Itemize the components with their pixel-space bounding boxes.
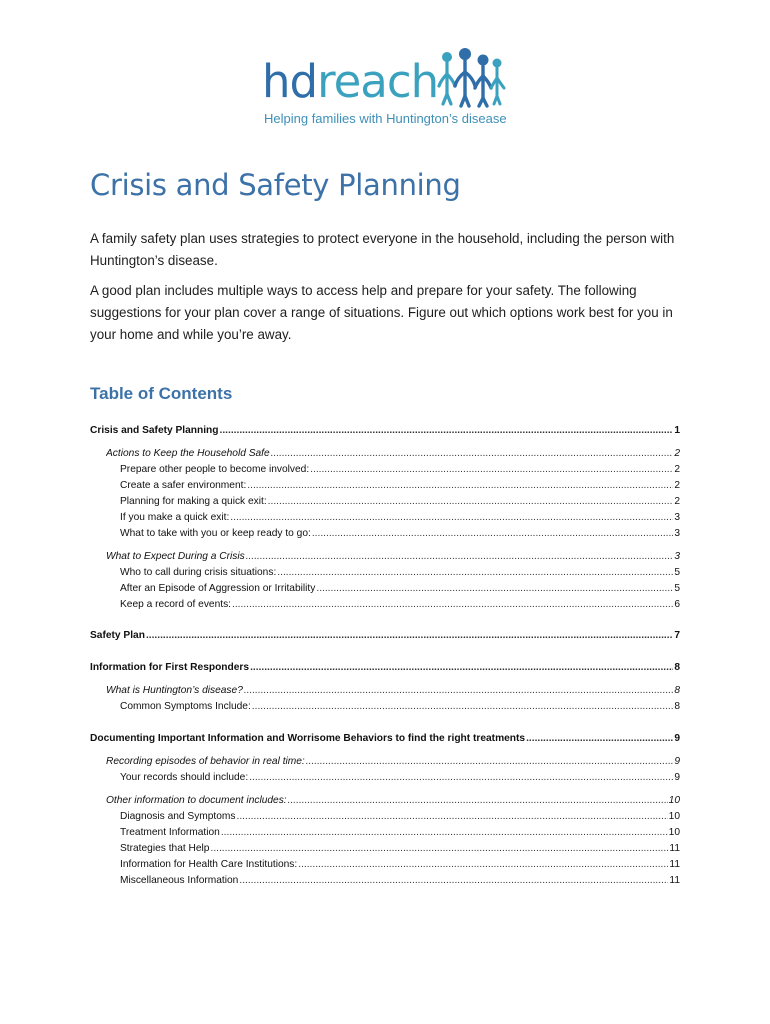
logo-word-hd: hd bbox=[262, 55, 318, 108]
toc-entry-text: Miscellaneous Information bbox=[120, 875, 239, 886]
toc-entry-page: 3 bbox=[674, 528, 680, 539]
toc-leader bbox=[221, 827, 668, 838]
toc-leader bbox=[237, 811, 668, 822]
toc-entry[interactable] bbox=[120, 464, 680, 475]
toc-entry[interactable] bbox=[120, 567, 680, 578]
toc-entry[interactable] bbox=[90, 630, 680, 641]
toc-leader bbox=[526, 733, 673, 744]
toc-leader bbox=[244, 685, 673, 696]
logo-word-reach: reach bbox=[317, 55, 439, 108]
toc-entry-text: Information for Health Care Institutions: bbox=[120, 859, 298, 870]
toc-leader bbox=[246, 551, 674, 562]
toc-entry-page: 2 bbox=[674, 464, 680, 475]
logo-wordmark bbox=[262, 55, 439, 108]
toc-leader bbox=[247, 480, 673, 491]
toc-entry-text: What is Huntington’s disease? bbox=[106, 685, 243, 696]
toc-entry[interactable] bbox=[120, 811, 680, 822]
toc-leader bbox=[252, 701, 674, 712]
toc-entry-text: What to Expect During a Crisis bbox=[106, 551, 245, 562]
toc-entry-page: 11 bbox=[669, 843, 680, 854]
toc-entry[interactable] bbox=[120, 827, 680, 838]
intro-paragraph: A family safety plan uses strategies to protect everyone in the household, including the person with Huntington’s disease. bbox=[90, 231, 675, 268]
toc-entry[interactable] bbox=[120, 859, 680, 870]
toc-entry-text: Common Symptoms Include: bbox=[120, 701, 251, 712]
toc-entry[interactable] bbox=[120, 875, 680, 886]
toc-entry-text: Planning for making a quick exit: bbox=[120, 496, 267, 507]
toc-entry-text: Diagnosis and Symptoms bbox=[120, 811, 236, 822]
toc-entry-page: 10 bbox=[668, 795, 680, 806]
toc-entry-page: 8 bbox=[674, 662, 680, 673]
toc-entry-page: 9 bbox=[674, 756, 680, 767]
toc-leader bbox=[232, 599, 673, 610]
toc-leader bbox=[298, 859, 668, 870]
toc-entry-text: Treatment Information bbox=[120, 827, 220, 838]
toc-entry-page: 8 bbox=[674, 701, 680, 712]
toc-entry-page: 7 bbox=[674, 630, 680, 641]
toc-entry-page: 5 bbox=[674, 583, 680, 594]
toc-entry[interactable] bbox=[120, 843, 680, 854]
toc-entry-page: 3 bbox=[674, 512, 680, 523]
toc-leader bbox=[288, 795, 668, 806]
toc-entry[interactable] bbox=[120, 496, 680, 507]
toc-entry-text: Information for First Responders bbox=[90, 662, 250, 673]
toc-leader bbox=[146, 630, 673, 641]
toc-entry-page: 11 bbox=[669, 875, 680, 886]
toc-entry-page: 10 bbox=[668, 827, 680, 838]
toc-entry[interactable] bbox=[90, 733, 680, 744]
toc-entry-page: 5 bbox=[674, 567, 680, 578]
toc-entry-page: 2 bbox=[674, 496, 680, 507]
logo-tagline: Helping families with Huntington’s disease bbox=[264, 111, 507, 126]
toc-entry[interactable] bbox=[106, 685, 680, 696]
toc-entry-page: 8 bbox=[674, 685, 680, 696]
toc-entry-text: Safety Plan bbox=[90, 630, 145, 641]
toc-entry[interactable] bbox=[120, 701, 680, 712]
toc-entry-text: Prepare other people to become involved: bbox=[120, 464, 310, 475]
toc-entry-page: 11 bbox=[669, 859, 680, 870]
toc-leader bbox=[249, 772, 673, 783]
hdreach-logo bbox=[262, 44, 512, 130]
toc-entry[interactable] bbox=[120, 772, 680, 783]
toc-entry[interactable] bbox=[120, 599, 680, 610]
toc-entry-page: 2 bbox=[674, 448, 680, 459]
toc-entry[interactable] bbox=[106, 448, 680, 459]
toc-entry-text: Who to call during crisis situations: bbox=[120, 567, 277, 578]
toc-entry-text: What to take with you or keep ready to go: bbox=[120, 528, 311, 539]
toc-leader bbox=[312, 528, 673, 539]
toc-entry[interactable] bbox=[90, 662, 680, 673]
toc-leader bbox=[310, 464, 673, 475]
toc-entry[interactable] bbox=[120, 512, 680, 523]
toc-entry-text: Crisis and Safety Planning bbox=[90, 425, 219, 436]
toc-leader bbox=[250, 662, 673, 673]
toc-leader bbox=[239, 875, 668, 886]
toc-entry[interactable] bbox=[106, 756, 680, 767]
toc-entry-page: 9 bbox=[674, 772, 680, 783]
toc-leader bbox=[220, 425, 674, 436]
toc-entry-text: Keep a record of events: bbox=[120, 599, 231, 610]
toc-leader bbox=[210, 843, 668, 854]
document-title: Crisis and Safety Planning bbox=[90, 168, 461, 202]
toc-entry[interactable] bbox=[120, 528, 680, 539]
toc-entry[interactable] bbox=[120, 480, 680, 491]
intro-paragraph: A good plan includes multiple ways to access help and prepare for your safety. The following suggestions for your plan cover a range of situations. Figure out which options work best for you in your home and while you’re away. bbox=[90, 283, 673, 342]
toc-heading: Table of Contents bbox=[90, 384, 233, 403]
toc-leader bbox=[306, 756, 674, 767]
toc-leader bbox=[316, 583, 673, 594]
toc-entry-page: 3 bbox=[674, 551, 680, 562]
toc-entry-page: 9 bbox=[674, 733, 680, 744]
toc-entry[interactable] bbox=[106, 795, 680, 806]
toc-entry[interactable] bbox=[90, 425, 680, 436]
toc-leader bbox=[230, 512, 673, 523]
toc-entry-text: Create a safer environment: bbox=[120, 480, 247, 491]
toc-leader bbox=[271, 448, 674, 459]
toc-entry-text: Actions to Keep the Household Safe bbox=[106, 448, 270, 459]
toc-leader bbox=[268, 496, 674, 507]
toc-entry-page: 2 bbox=[674, 480, 680, 491]
toc-entry-text: Strategies that Help bbox=[120, 843, 210, 854]
toc-entry-page: 10 bbox=[668, 811, 680, 822]
toc-entry-text: Your records should include: bbox=[120, 772, 249, 783]
toc-entry-page: 1 bbox=[674, 425, 680, 436]
toc-leader bbox=[277, 567, 673, 578]
toc-entry[interactable] bbox=[106, 551, 680, 562]
toc-entry-text: Documenting Important Information and Worrisome Behaviors to find the right treatments bbox=[90, 733, 526, 744]
toc-entry[interactable] bbox=[120, 583, 680, 594]
toc-entry-text: Recording episodes of behavior in real time: bbox=[106, 756, 305, 767]
toc-entry-page: 6 bbox=[674, 599, 680, 610]
family-figures-icon bbox=[437, 44, 507, 114]
toc-entry-text: After an Episode of Aggression or Irritability bbox=[120, 583, 316, 594]
toc-entry-text: If you make a quick exit: bbox=[120, 512, 230, 523]
toc-entry-text: Other information to document includes: bbox=[106, 795, 287, 806]
